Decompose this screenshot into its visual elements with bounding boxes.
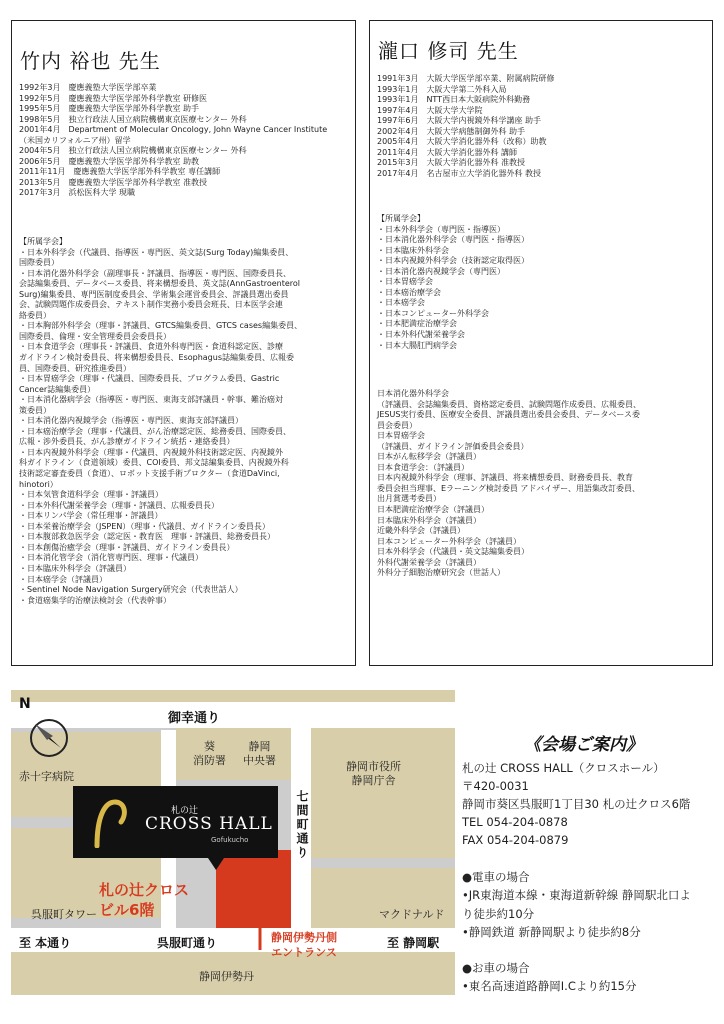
text-line: 1998年5月 独立行政法人国立病院機構東京医療センター 外科 bbox=[19, 114, 247, 124]
text-line: 1993年1月 NTT西日本大阪病院外科勤務 bbox=[377, 95, 531, 105]
logo-sub-text: Gofukucho bbox=[211, 836, 249, 844]
gofukucho-tower-label: 呉服町タワー bbox=[31, 908, 97, 921]
text-line: 日本消化器外科学会 bbox=[377, 389, 449, 398]
text-line: ・日本内視鏡外科学会（理事・代議員、内視鏡外科技術認定医、内視鏡外 bbox=[19, 447, 283, 457]
access-line: •静岡鉄道 新静岡駅より徒歩約8分 bbox=[462, 924, 641, 939]
text-line: 2011年4月 大阪大学消化器外科 講師 bbox=[377, 147, 517, 157]
text-line: hinotori） bbox=[19, 479, 58, 489]
text-line: 科ガイドライン（食道領域）委員、COI委員、邦文誌編集委員、内視鏡外科 bbox=[19, 458, 289, 468]
access-line: FAX 054-204-0879 bbox=[462, 832, 569, 847]
text-line: JESUS実行委員、医療安全委員、評議員選出委員会委員、データベース委 bbox=[377, 410, 641, 420]
text-line: 外科分子細胞治療研究会（世話人） bbox=[377, 568, 505, 578]
text-line: Surg)編集委員、専門医制度委員会、学術集会運営委員会、評議員選出委員 bbox=[19, 289, 289, 299]
text-line: 1991年3月 大阪大学医学部卒業、附属病院研修 bbox=[377, 74, 555, 83]
text-line: ・日本肥満症治療学会 bbox=[377, 319, 457, 329]
text-line: 近畿外科学会（評議員） bbox=[377, 526, 465, 536]
text-line: ・日本大腸肛門病学会 bbox=[377, 340, 457, 350]
text-line: ・日本消化器内視鏡学会（指導医・専門医、東海支部評議員） bbox=[19, 416, 243, 426]
text-line: ・日本癌治療学会（理事・代議員、がん治療認定医、総務委員、国際委員、 bbox=[19, 426, 291, 436]
society-roles bbox=[377, 389, 641, 579]
compass-north-label: N bbox=[19, 696, 31, 712]
text-line: ・日本外科代謝栄養学会（理事・評議員、広報委員長） bbox=[19, 500, 219, 510]
text-line: 1995年5月 慶應義塾大学医学部外科学教室 助手 bbox=[19, 104, 199, 114]
text-line: （米国カリフォルニア州）留学 bbox=[19, 135, 131, 145]
text-line: ・食道癌集学的治療法検討会（代表幹事） bbox=[19, 595, 171, 605]
text-line: ・日本臨床外科学会 bbox=[377, 245, 449, 255]
text-line: 外科代謝栄養学会（評議員） bbox=[377, 557, 481, 567]
logo-pointer bbox=[208, 858, 224, 870]
text-line: 2004年5月 独立行政法人国立病院機構東京医療センター 外科 bbox=[19, 146, 247, 156]
text-line: ・日本食道学会（理事長・評議員、食道外科専門医・食道科認定医、診療 bbox=[19, 342, 283, 352]
text-line: ・日本消化管学会（消化管専門医、理事・代議員） bbox=[19, 553, 203, 563]
text-line: 2001年4月 Department of Molecular Oncology, John Wayne Cancer Institute bbox=[19, 125, 328, 135]
access-line: 〒420-0031 bbox=[462, 779, 529, 794]
text-line: ・日本栄養治療学会（JSPEN）（理事・代議員、ガイドライン委員長） bbox=[19, 521, 270, 531]
access-line: 静岡市葵区呉服町1丁目30 札の辻クロス6階 bbox=[462, 797, 691, 812]
text-line: 2017年4月 名古屋市立大学消化器外科 教授 bbox=[377, 168, 541, 178]
text-line: ガイドライン検討委員長、将来構想委員長、Esophagus誌編集委員、広報委 bbox=[19, 353, 295, 363]
access-line: ●電車の場合 bbox=[462, 870, 530, 885]
text-line: 1992年3月 慶應義塾大学医学部卒業 bbox=[19, 83, 157, 92]
text-line: 員会委員） bbox=[377, 420, 417, 430]
profile-card-takiguchi bbox=[369, 20, 713, 666]
text-line: ・日本コンピューター外科学会 bbox=[377, 308, 489, 318]
text-line: 1992年5月 慶應義塾大学医学部外科学教室 研修医 bbox=[19, 93, 207, 103]
text-line: 国際委員、倫理・安全管理委員会委員長） bbox=[19, 331, 171, 341]
road-miyuki bbox=[11, 702, 455, 728]
text-line: 日本外科学会（代議員・英文誌編集委員） bbox=[377, 547, 529, 557]
text-line: 委員会担当理事、Eラーニング検討委員 アドバイザー、用語集改訂委員、 bbox=[377, 483, 640, 493]
text-line: 2011年11月 慶應義塾大学医学部外科学教室 専任講師 bbox=[19, 167, 221, 177]
doctor-name: 竹内 裕也 先生 bbox=[20, 49, 161, 73]
text-line: ・日本癌学会 bbox=[377, 298, 425, 308]
text-line: ・日本創傷治癒学会（理事・評議員、ガイドライン委員長） bbox=[19, 542, 235, 552]
text-line: ・日本内視鏡外科学会（技術認定取得医） bbox=[377, 256, 529, 266]
cross-hall-logo bbox=[73, 786, 278, 858]
road-label-miyuki: 御幸通り bbox=[168, 711, 221, 726]
access-line: •JR東海道本線・東海道新幹線 静岡駅北口よ bbox=[462, 888, 691, 903]
mcdonalds-label: マクドナルド bbox=[379, 908, 445, 921]
access-line: •東名高速道路静岡I.Cより約15分 bbox=[462, 979, 637, 994]
text-line: 日本肥満症治療学会（評議員） bbox=[377, 505, 489, 515]
venue-label: 札の辻クロス ビル6階 bbox=[99, 881, 190, 919]
text-line: 員、国際委員、研究推進委員） bbox=[19, 363, 131, 373]
society-memberships bbox=[19, 237, 302, 606]
map-block bbox=[11, 690, 455, 702]
career-history bbox=[19, 83, 327, 199]
access-line: TEL 054-204-0878 bbox=[462, 814, 568, 829]
logo-main-text: CROSS HALL bbox=[145, 814, 273, 834]
text-line: （評議員、会誌編集委員、資格認定委員、試験問題作成委員、広報委員、 bbox=[377, 399, 641, 409]
road-label-gofukucho: 呉服町通り bbox=[157, 936, 218, 950]
text-line: 国際委員） bbox=[19, 258, 59, 268]
access-title: 《会場ご案内》 bbox=[524, 735, 643, 755]
text-line: 【所属学会】 bbox=[377, 214, 425, 223]
society-memberships bbox=[377, 214, 529, 351]
text-line: ・日本胃癌学会（理事・代議員、国際委員長、プログラム委員、Gastric bbox=[19, 374, 280, 384]
profile-card-takeuchi bbox=[11, 20, 356, 666]
text-line: ・日本気管食道科学会（理事・評議員） bbox=[19, 490, 163, 500]
text-line: 会、試験問題作成委員会、テキスト制作実務小委員会班長、日本医学会連 bbox=[19, 300, 283, 310]
text-line: ・日本癌治療学会 bbox=[377, 287, 441, 297]
text-line: （評議員、ガイドライン評価委員会委員） bbox=[377, 441, 529, 451]
entrance-arrow-icon bbox=[252, 916, 268, 952]
text-line: ・日本消化器外科学会（専門医・指導医） bbox=[377, 235, 529, 245]
text-line: ・日本消化器内視鏡学会（専門医） bbox=[377, 266, 505, 276]
logo-small-text: 札の辻 bbox=[171, 806, 199, 816]
text-line: ・日本外科代謝栄養学会 bbox=[377, 330, 465, 340]
text-line: 日本胃癌学会 bbox=[377, 431, 425, 441]
isetan-label: 静岡伊勢丹 bbox=[199, 970, 254, 983]
text-line: ・日本外科学会（専門医・指導医） bbox=[377, 224, 505, 234]
text-line: 広報・渉外委員長、がん診療ガイドライン統括・連絡委員） bbox=[19, 437, 235, 447]
text-line: ・日本リンパ学会（常任理事・評議員） bbox=[19, 511, 163, 521]
text-line: 2017年3月 浜松医科大学 現職 bbox=[19, 188, 135, 198]
city-office-label: 静岡市役所 静岡庁舎 bbox=[346, 760, 401, 787]
text-line: 出月賞選考委員） bbox=[377, 494, 441, 504]
shizuoka-chuo-station-label: 静岡 中央署 bbox=[243, 740, 276, 767]
text-line: ・日本外科学会（代議員、指導医・専門医、英文誌(Surg Today)編集委員、 bbox=[19, 247, 294, 257]
text-line: 1997年4月 大阪大学大学院 bbox=[377, 105, 483, 115]
text-line: ・Sentinel Node Navigation Surgery研究会（代表世話人） bbox=[19, 585, 243, 595]
text-line: 技術認定審査委員（食道）、ロボット支援手術プロクター（食道DaVinci, bbox=[19, 469, 280, 479]
text-line: 日本臨床外科学会（評議員） bbox=[377, 515, 481, 525]
text-line: Cancer誌編集委員） bbox=[19, 384, 96, 394]
road-label-hondori: 至 本通り bbox=[19, 936, 72, 950]
access-line: ●お車の場合 bbox=[462, 961, 530, 976]
text-line: 絡委員） bbox=[19, 310, 51, 320]
venue-map bbox=[11, 690, 455, 995]
text-line: ・日本消化器外科学会（副理事長・評議員、指導医・専門医、国際委員長、 bbox=[19, 268, 291, 278]
text-line: 策委員） bbox=[19, 405, 51, 415]
text-line: 2013年5月 慶應義塾大学医学部外科学教室 准教授 bbox=[19, 177, 207, 187]
text-line: ・日本癌学会（評議員） bbox=[19, 574, 107, 584]
text-line: 2015年3月 大阪大学消化器外科 准教授 bbox=[377, 158, 525, 168]
access-line: り徒歩約10分 bbox=[462, 906, 535, 921]
text-line: 日本内視鏡外科学会（理事、評議員、将来構想委員、財務委員長、教育 bbox=[377, 473, 633, 483]
red-cross-hospital-label: 赤十字病院 bbox=[19, 770, 74, 783]
doctor-name: 瀧口 修司 先生 bbox=[378, 39, 519, 63]
text-line: ・日本臨床外科学会（評議員） bbox=[19, 563, 131, 573]
text-line: 日本コンピューター外科学会（評議員） bbox=[377, 536, 521, 546]
map-block bbox=[311, 728, 455, 858]
text-line: 日本食道学会：（評議員） bbox=[377, 462, 469, 472]
road-label-shichikencho: 七間町通り bbox=[295, 790, 309, 860]
cross-hall-logo-mark-icon bbox=[91, 796, 131, 848]
text-line: 【所属学会】 bbox=[19, 237, 67, 246]
text-line: 1993年1月 大阪大学第二外科入局 bbox=[377, 84, 507, 94]
text-line: 日本がん転移学会（評議員） bbox=[377, 452, 481, 462]
text-line: ・日本腹部救急医学会（認定医・教育医 理事・評議員、総務委員長） bbox=[19, 532, 275, 542]
text-line: 1997年6月 大阪大学内視鏡外科学講座 助手 bbox=[377, 116, 541, 126]
aoi-fire-station-label: 葵 消防署 bbox=[193, 740, 226, 767]
text-line: ・日本胸部外科学会（理事・評議員、GTCS編集委員、GTCS cases編集委員、 bbox=[19, 321, 303, 331]
text-line: 2005年4月 大阪大学消化器外科（改称）助教 bbox=[377, 137, 547, 147]
text-line: ・日本消化器病学会（指導医・専門医、東海支部評議員・幹事、難治癌対 bbox=[19, 395, 283, 405]
isetan-entrance-label: 静岡伊勢丹側 エントランス bbox=[271, 931, 337, 959]
text-line: ・日本胃癌学会 bbox=[377, 277, 433, 287]
text-line: 2002年4月 大阪大学病態制御外科 助手 bbox=[377, 126, 525, 136]
access-line: 札の辻 CROSS HALL（クロスホール） bbox=[462, 761, 665, 775]
road-label-station: 至 静岡駅 bbox=[387, 936, 440, 950]
text-line: 会誌編集委員、データベース委員、将来構想委員、英文誌(AnnGastroenterol bbox=[19, 279, 301, 289]
career-history bbox=[377, 74, 554, 179]
text-line: 2006年5月 慶應義塾大学医学部外科学教室 助教 bbox=[19, 156, 199, 166]
